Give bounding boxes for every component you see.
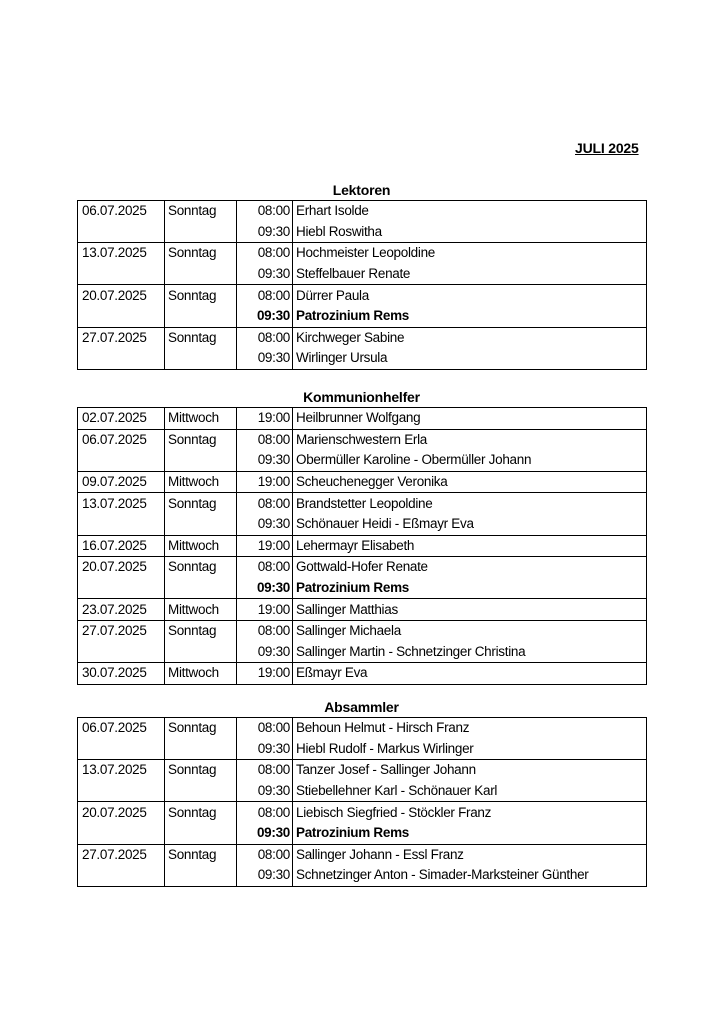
table-row [78,408,647,430]
table-row [78,514,647,535]
table-row [78,802,647,823]
date-cell: 20.07.2025 [78,802,165,823]
weekday-cell: Sonntag [165,327,237,348]
weekday-cell: Mittwoch [165,408,237,430]
name-cell: Tanzer Josef - Sallinger Johann [293,760,647,781]
time-cell: 19:00 [237,663,293,685]
weekday-cell [165,514,237,535]
section-title: Absammler [324,699,399,715]
date-cell [78,450,165,471]
table-row [78,557,647,578]
name-cell: Hochmeister Leopoldine [293,243,647,264]
name-cell: Obermüller Karoline - Obermüller Johann [293,450,647,471]
section-title: Lektoren [332,182,391,198]
weekday-cell: Sonntag [165,557,237,578]
month-heading: JULI 2025 [575,140,639,156]
date-cell: 20.07.2025 [78,285,165,306]
name-cell: Patrozinium Rems [293,823,647,844]
table-row [78,264,647,285]
date-cell: 13.07.2025 [78,493,165,514]
time-cell: 09:30 [237,514,293,535]
time-cell: 09:30 [237,642,293,663]
name-cell: Patrozinium Rems [293,306,647,327]
weekday-cell: Sonntag [165,285,237,306]
date-cell: 06.07.2025 [78,201,165,222]
date-cell [78,306,165,327]
table-row [78,348,647,369]
weekday-cell [165,578,237,599]
name-cell: Schönauer Heidi - Eßmayr Eva [293,514,647,535]
table-row [78,663,647,685]
name-cell: Erhart Isolde [293,201,647,222]
weekday-cell: Mittwoch [165,535,237,557]
table-row [78,760,647,781]
name-cell: Wirlinger Ursula [293,348,647,369]
time-cell: 09:30 [237,578,293,599]
section-title: Kommunionhelfer [303,389,420,405]
name-cell: Sallinger Martin - Schnetzinger Christina [293,642,647,663]
time-cell: 19:00 [237,599,293,621]
weekday-cell: Mittwoch [165,663,237,685]
name-cell: Brandstetter Leopoldine [293,493,647,514]
weekday-cell: Sonntag [165,493,237,514]
table-row [78,823,647,844]
time-cell: 09:30 [237,306,293,327]
weekday-cell [165,222,237,243]
time-cell: 08:00 [237,620,293,641]
name-cell: Eßmayr Eva [293,663,647,685]
time-cell: 08:00 [237,493,293,514]
table-row [78,327,647,348]
date-cell [78,264,165,285]
weekday-cell [165,306,237,327]
weekday-cell: Sonntag [165,802,237,823]
time-cell: 08:00 [237,285,293,306]
name-cell: Patrozinium Rems [293,578,647,599]
name-cell: Gottwald-Hofer Renate [293,557,647,578]
time-cell: 08:00 [237,844,293,865]
date-cell: 20.07.2025 [78,557,165,578]
weekday-cell: Sonntag [165,620,237,641]
table-row [78,718,647,739]
name-cell: Hiebl Rudolf - Markus Wirlinger [293,739,647,760]
date-cell [78,642,165,663]
weekday-cell: Mittwoch [165,471,237,493]
date-cell: 06.07.2025 [78,429,165,450]
date-cell: 23.07.2025 [78,599,165,621]
date-cell [78,222,165,243]
weekday-cell [165,642,237,663]
time-cell: 08:00 [237,243,293,264]
weekday-cell [165,348,237,369]
time-cell: 09:30 [237,348,293,369]
time-cell: 09:30 [237,450,293,471]
weekday-cell: Sonntag [165,201,237,222]
weekday-cell [165,781,237,802]
weekday-cell [165,264,237,285]
table-row [78,471,647,493]
name-cell: Schnetzinger Anton - Simader-Marksteiner Günther [293,865,647,886]
name-cell: Steffelbauer Renate [293,264,647,285]
table-row [78,535,647,557]
time-cell: 08:00 [237,201,293,222]
table-row [78,599,647,621]
schedule-table [77,407,647,685]
date-cell: 27.07.2025 [78,620,165,641]
weekday-cell [165,823,237,844]
date-cell: 16.07.2025 [78,535,165,557]
schedule-table [77,200,647,370]
time-cell: 09:30 [237,865,293,886]
date-cell: 27.07.2025 [78,327,165,348]
weekday-cell [165,739,237,760]
date-cell [78,781,165,802]
time-cell: 08:00 [237,718,293,739]
table-row [78,620,647,641]
time-cell: 19:00 [237,535,293,557]
name-cell: Sallinger Matthias [293,599,647,621]
time-cell: 08:00 [237,327,293,348]
time-cell: 08:00 [237,429,293,450]
date-cell [78,348,165,369]
weekday-cell [165,865,237,886]
table-row [78,844,647,865]
table-row [78,493,647,514]
table-row [78,243,647,264]
weekday-cell: Sonntag [165,243,237,264]
date-cell: 30.07.2025 [78,663,165,685]
time-cell: 09:30 [237,823,293,844]
name-cell: Marienschwestern Erla [293,429,647,450]
name-cell: Scheuchenegger Veronika [293,471,647,493]
weekday-cell: Sonntag [165,844,237,865]
name-cell: Lehermayr Elisabeth [293,535,647,557]
date-cell: 27.07.2025 [78,844,165,865]
date-cell: 02.07.2025 [78,408,165,430]
weekday-cell: Mittwoch [165,599,237,621]
name-cell: Stiebellehner Karl - Schönauer Karl [293,781,647,802]
time-cell: 08:00 [237,802,293,823]
weekday-cell [165,450,237,471]
section-kommunionhelfer [77,388,646,685]
name-cell: Liebisch Siegfried - Stöckler Franz [293,802,647,823]
date-cell: 13.07.2025 [78,760,165,781]
name-cell: Dürrer Paula [293,285,647,306]
time-cell: 09:30 [237,264,293,285]
name-cell: Hiebl Roswitha [293,222,647,243]
name-cell: Kirchweger Sabine [293,327,647,348]
section-absammler [77,698,646,887]
name-cell: Heilbrunner Wolfgang [293,408,647,430]
date-cell [78,578,165,599]
schedule-table [77,717,647,887]
table-row [78,285,647,306]
time-cell: 09:30 [237,739,293,760]
name-cell: Sallinger Michaela [293,620,647,641]
date-cell [78,823,165,844]
table-row [78,201,647,222]
table-row [78,222,647,243]
date-cell: 13.07.2025 [78,243,165,264]
date-cell [78,739,165,760]
time-cell: 08:00 [237,760,293,781]
table-row [78,306,647,327]
time-cell: 09:30 [237,222,293,243]
weekday-cell: Sonntag [165,760,237,781]
time-cell: 08:00 [237,557,293,578]
date-cell: 09.07.2025 [78,471,165,493]
date-cell [78,514,165,535]
table-row [78,739,647,760]
weekday-cell: Sonntag [165,429,237,450]
table-row [78,578,647,599]
time-cell: 09:30 [237,781,293,802]
time-cell: 19:00 [237,408,293,430]
table-row [78,865,647,886]
section-lektoren [77,181,646,370]
date-cell [78,865,165,886]
time-cell: 19:00 [237,471,293,493]
table-row [78,450,647,471]
table-row [78,642,647,663]
weekday-cell: Sonntag [165,718,237,739]
date-cell: 06.07.2025 [78,718,165,739]
table-row [78,781,647,802]
name-cell: Behoun Helmut - Hirsch Franz [293,718,647,739]
name-cell: Sallinger Johann - Essl Franz [293,844,647,865]
table-row [78,429,647,450]
